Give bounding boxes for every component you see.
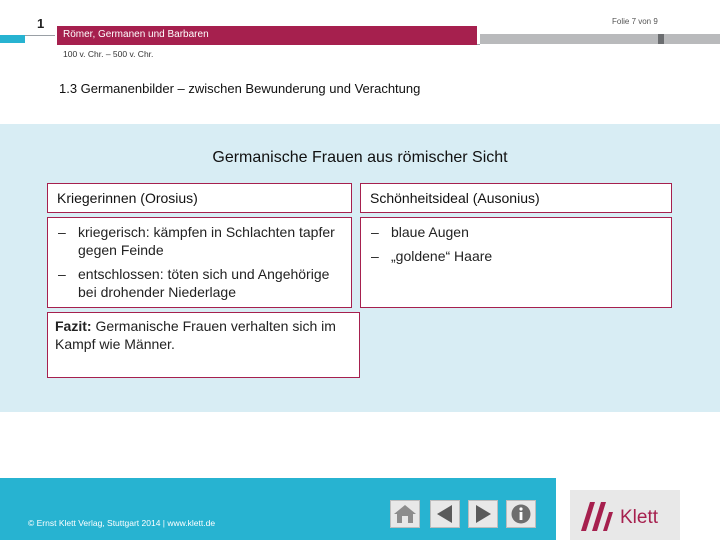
bullet-dash: – (58, 224, 66, 240)
home-icon (393, 503, 417, 525)
bullet-dash: – (371, 224, 379, 240)
slide-progress-bar (480, 34, 720, 44)
left-column-body (47, 217, 352, 308)
slide-counter: Folie 7 von 9 (612, 17, 658, 26)
left-column-header-text: Kriegerinnen (Orosius) (57, 190, 198, 206)
home-button[interactable] (390, 500, 420, 528)
chapter-accent-bar (0, 35, 25, 43)
right-column-header (360, 183, 672, 213)
chapter-title: Römer, Germanen und Barbaren (63, 29, 209, 40)
right-column-body (360, 217, 672, 308)
copyright: © Ernst Klett Verlag, Stuttgart 2014 | www.klett.de (28, 518, 216, 528)
info-button[interactable] (506, 500, 536, 528)
right-column-header-text: Schönheitsideal (Ausonius) (370, 190, 540, 206)
list-item-text: blaue Augen (391, 224, 469, 240)
left-column-header (47, 183, 352, 213)
bullet-dash: – (371, 248, 379, 264)
info-icon (509, 503, 533, 525)
back-icon (433, 503, 457, 525)
list-item-text: „goldene“ Haare (391, 248, 493, 264)
list-item-text: kriegerisch: kämpfen in Schlachten tapfer gegen Feinde (78, 224, 335, 258)
fazit-text: Germanische Frauen verhalten sich im Kampf wie Männer. (55, 318, 336, 352)
fazit-label: Fazit: (55, 318, 92, 334)
fazit-box (47, 312, 360, 378)
slide-progress-marker (658, 34, 664, 44)
date-range: 100 v. Chr. – 500 v. Chr. (63, 49, 154, 59)
klett-logo-text: Klett (620, 507, 659, 528)
list-item (371, 223, 665, 241)
chapter-number: 1 (37, 16, 45, 31)
previous-button[interactable] (430, 500, 460, 528)
list-item (58, 223, 345, 259)
fazit-content (55, 317, 353, 353)
next-button[interactable] (468, 500, 498, 528)
chapter-divider (25, 35, 55, 36)
forward-icon (471, 503, 495, 525)
klett-logo-mark-icon (576, 499, 616, 533)
section-title: 1.3 Germanenbilder – zwischen Bewunderung und Verachtung (59, 81, 421, 96)
title-divider (477, 44, 480, 45)
list-item (58, 265, 345, 301)
list-item (371, 247, 665, 265)
bullet-dash: – (58, 266, 66, 282)
list-item-text: entschlossen: töten sich und Angehörige bei drohender Niederlage (78, 266, 330, 300)
main-heading: Germanische Frauen aus römischer Sicht (212, 149, 508, 166)
